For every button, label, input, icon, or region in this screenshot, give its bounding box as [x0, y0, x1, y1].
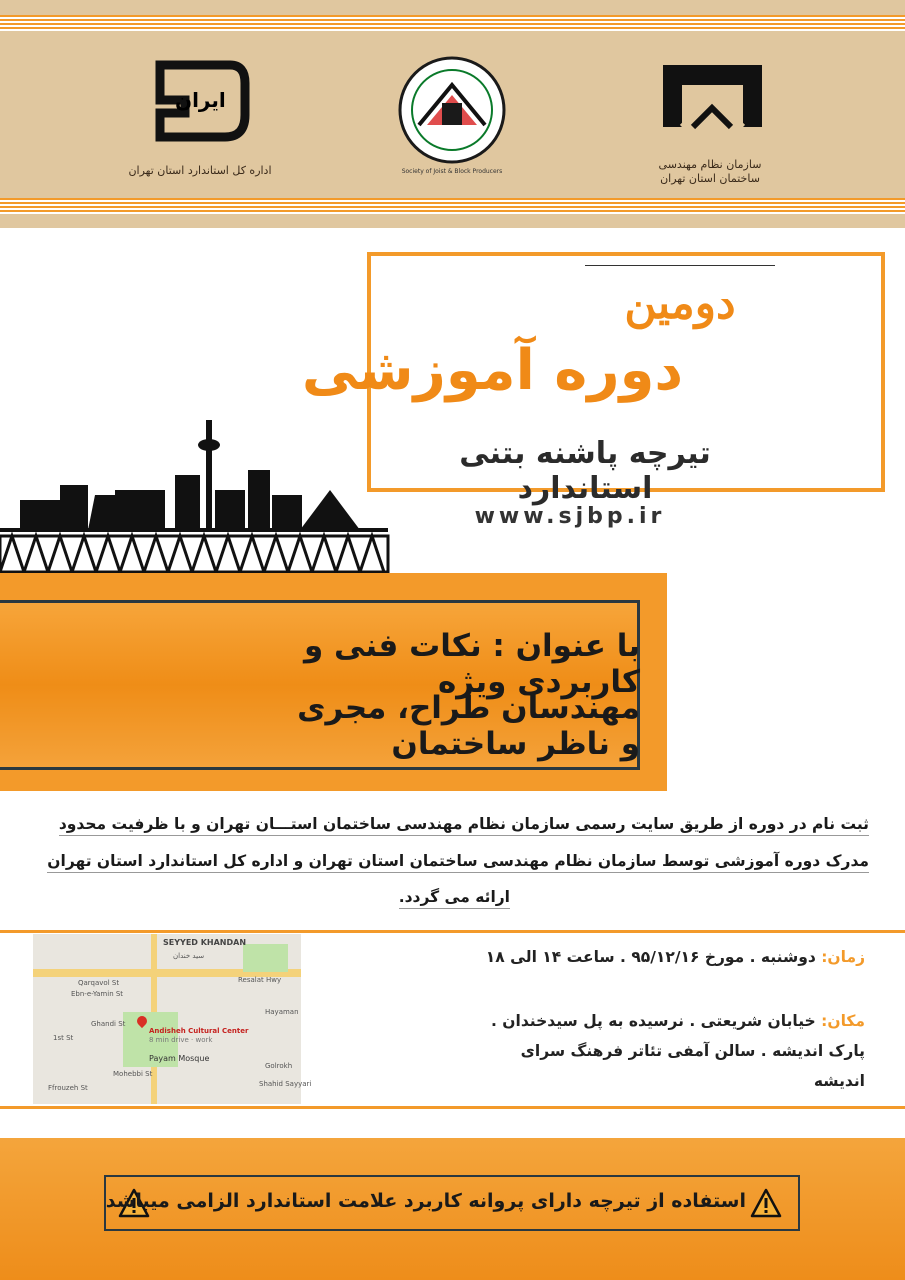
- warning-text: استفاده از تیرچه دارای پروانه کاربرد علامت استاندارد الزامی میباشد: [105, 1190, 746, 1212]
- place-line-2: پارک اندیشه . سالن آمفی تئاتر فرهنگ سرای: [520, 1042, 865, 1060]
- title-rule: [585, 265, 775, 266]
- time-value: دوشنبه . مورخ ۹۵/۱۲/۱۶ . ساعت ۱۴ الی ۱۸: [485, 948, 816, 966]
- place-line-1: خیابان شریعتی . نرسیده به پل سیدخندان .: [491, 1012, 816, 1030]
- title-main: دوره آموزشی: [301, 338, 684, 403]
- map-area-fa: سید خندان: [173, 952, 205, 960]
- warning-icon: [750, 1188, 782, 1218]
- topic-line-2: مهندسان طراح، مجری و ناظر ساختمان: [297, 690, 640, 762]
- divider-top: [0, 930, 905, 933]
- map-street: Ffrouzeh St: [48, 1084, 88, 1092]
- title-subtitle: تیرچه پاشنه بتنی استاندارد: [459, 436, 711, 506]
- map-street: Ghandi St: [91, 1020, 126, 1028]
- website-url: www.sjbp.ir: [474, 504, 666, 529]
- divider-bottom: [0, 1106, 905, 1109]
- map-place-name: Andisheh Cultural Center: [149, 1027, 249, 1035]
- place-label: مکان:: [821, 1012, 865, 1030]
- joist-society-seal-label: Society of Joist & Block Producers: [401, 168, 503, 175]
- topic-line-1: با عنوان : نکات فنی و کاربردی ویژه: [303, 628, 640, 700]
- map-street: Qarqavol St: [78, 979, 120, 987]
- place-info-1: [491, 1012, 865, 1030]
- engineering-org-logo-icon: [655, 55, 770, 140]
- place-line-3: اندیشه: [813, 1072, 865, 1090]
- map-street: Shahid Sayyari: [259, 1080, 312, 1088]
- engineering-org-label: سازمان نظام مهندسی ساختمان استان تهران: [658, 158, 762, 185]
- map-street: Ebn-e-Yamin St: [71, 990, 124, 998]
- map-street: 1st St: [53, 1034, 74, 1042]
- time-info: [486, 948, 865, 966]
- standard-org-label: اداره کل استاندارد استان تهران: [128, 164, 272, 177]
- map-street: Golrokh: [265, 1062, 293, 1070]
- registration-line-2: مدرک دوره آموزشی توسط سازمان نظام مهندسی ساختمان استان تهران و اداره کل استاندارد استان تهران: [47, 852, 869, 873]
- title-ordinal: دومین: [624, 278, 736, 329]
- header-bottom-stripes: [0, 198, 905, 214]
- time-label: زمان:: [821, 948, 865, 966]
- map-place-note: 8 min drive · work: [149, 1036, 213, 1044]
- map-street: Mohebbi St: [113, 1070, 153, 1078]
- map-street: Hayaman: [265, 1008, 299, 1016]
- tehran-skyline-icon: [0, 400, 390, 575]
- standard-logo-mark: ایران: [175, 88, 226, 112]
- map-street: Resalat Hwy: [238, 976, 282, 984]
- joist-society-seal-icon: [397, 55, 507, 165]
- location-map[interactable]: [33, 934, 312, 1104]
- header-top-stripes: [0, 15, 905, 31]
- registration-line-3: ارائه می گردد.: [399, 888, 510, 909]
- map-area-label: SEYYED KHANDAN: [163, 938, 247, 947]
- map-mosque: Payam Mosque: [149, 1054, 210, 1063]
- registration-line-1: ثبت نام در دوره از طریق سایت رسمی سازمان نظام مهندسی ساختمان استـــان تهران و با ظرفیت محدود: [59, 815, 869, 836]
